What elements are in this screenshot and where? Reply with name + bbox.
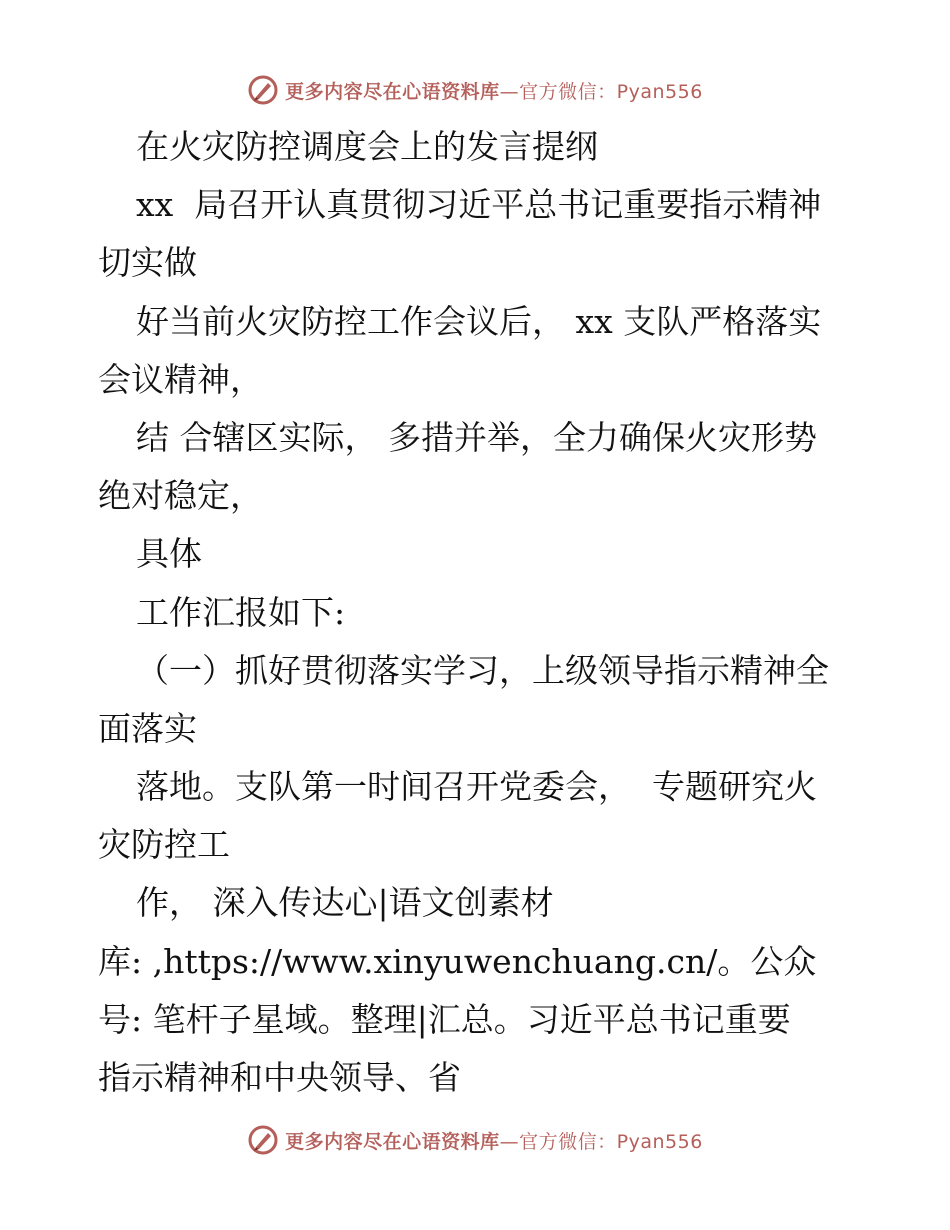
paragraph-line: 库: ,https://www.xinyuwenchuang.cn/。公众: [98, 941, 817, 981]
document-title: 在火灾防控调度会上的发言提纲: [136, 127, 598, 166]
paragraph-line: 灾防控工: [98, 825, 230, 865]
paragraph-line: 面落实: [98, 708, 197, 748]
paragraph-line: 绝对稳定，: [98, 476, 263, 516]
bottom-watermark-banner: [0, 1120, 950, 1160]
section-heading-line: （一）抓好贯彻落实学习，上级领导指示精神全: [136, 650, 829, 690]
paragraph-line: 会议精神，: [98, 359, 263, 399]
pen-logo-icon: [247, 1124, 279, 1156]
paragraph-line: 作， 深入传达心|语文创素材: [136, 883, 554, 923]
watermark-text: 更多内容尽在心语资料库—官方微信：Pyan556: [285, 80, 703, 103]
paragraph-line: 指示精神和中央领导、省: [98, 1058, 461, 1097]
paragraph-line: 结 合辖区实际， 多措并举，全力确保火灾形势: [136, 417, 817, 457]
top-watermark-banner: [0, 70, 950, 110]
paragraph-line: 工作汇报如下:: [136, 592, 346, 632]
paragraph-line: 好当前火灾防控工作会议后， xx 支队严格落实: [136, 301, 822, 341]
paragraph-line: 号: 笔杆子星域。整理|汇总。习近平总书记重要: [98, 999, 791, 1039]
paragraph-line: 落地。支队第一时间召开党委会， 专题研究火: [136, 767, 817, 807]
paragraph-line: xx 局召开认真贯彻习近平总书记重要指示精神: [136, 185, 822, 225]
watermark-text: 更多内容尽在心语资料库—官方微信：Pyan556: [285, 1130, 703, 1153]
paragraph-line: 具体: [136, 534, 202, 574]
pen-logo-icon: [247, 74, 279, 106]
paragraph-line: 切实做: [98, 243, 197, 283]
document-body: [98, 118, 868, 1107]
